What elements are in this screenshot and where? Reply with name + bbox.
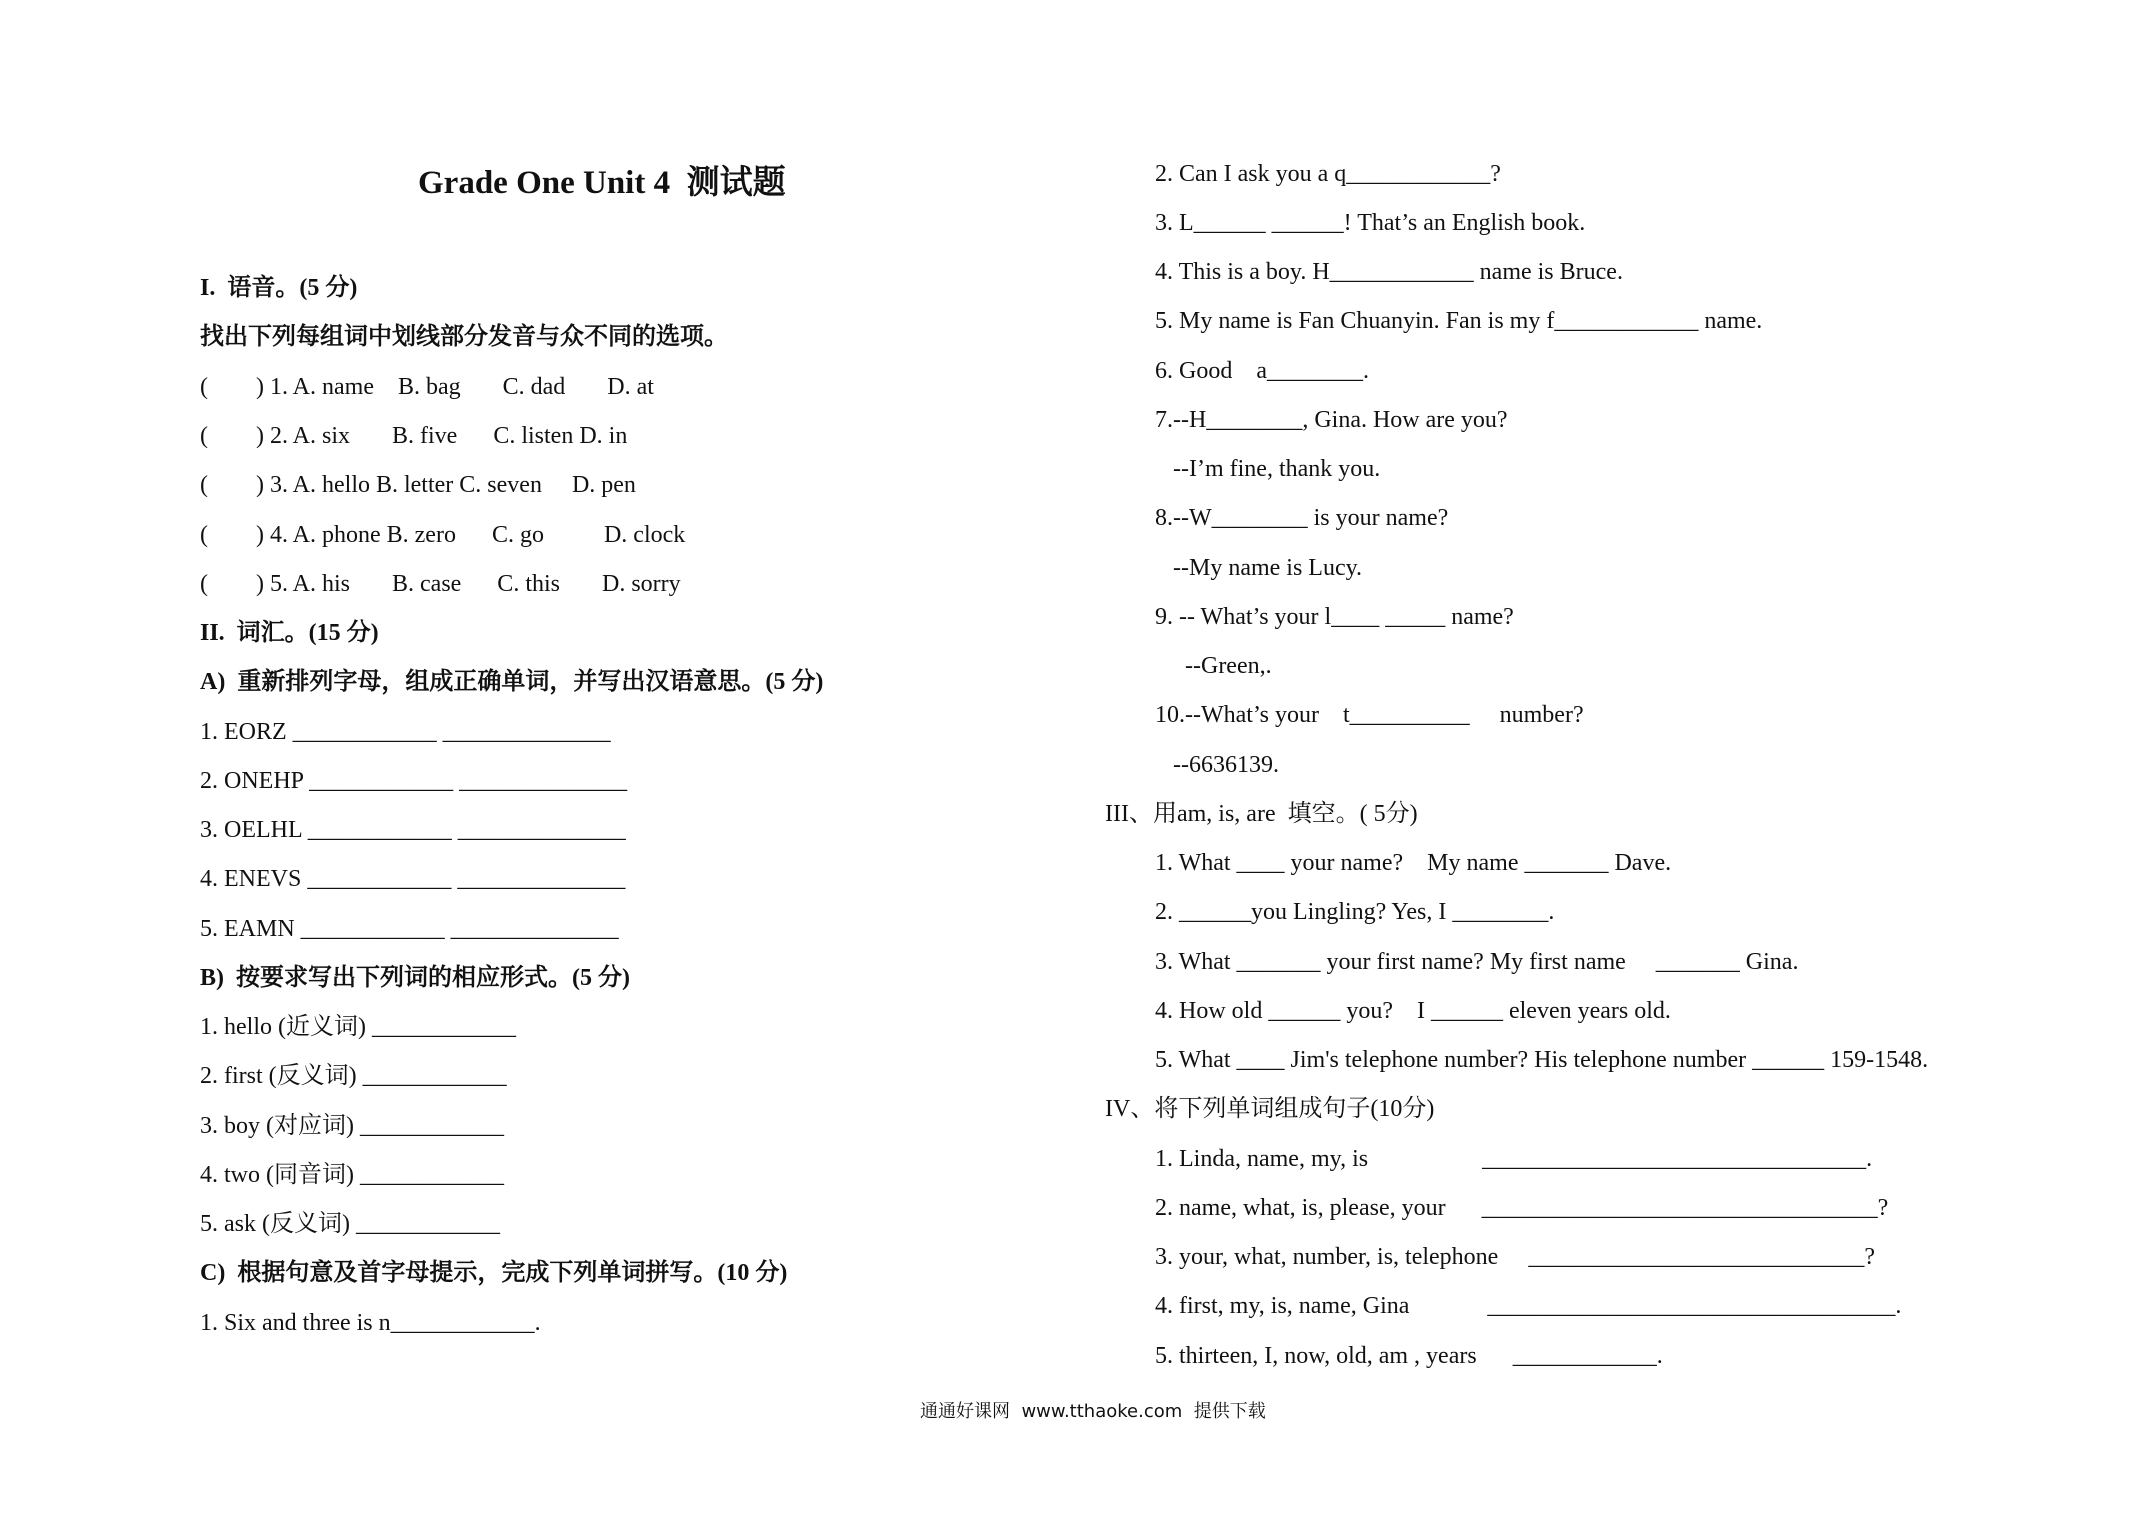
- sentence-item-4: 4. first, my, is, name, Gina __________________________________.: [1155, 1293, 1902, 1319]
- phonics-item-3: ( ) 3. A. hello B. letter C. seven D. pen: [200, 472, 636, 498]
- sentence-item-2: 2. name, what, is, please, your _________________________________?: [1155, 1195, 1889, 1221]
- sentence-item-5: 5. thirteen, I, now, old, am , years ____________.: [1155, 1343, 1663, 1369]
- footer-credit: 通通好课网 www.tthaoke.com 提供下载: [920, 1401, 1266, 1422]
- fill-in-item-3: 3. What _______ your first name? My first name _______ Gina.: [1155, 949, 1799, 975]
- unscramble-item-5: 5. EAMN ____________ ______________: [200, 916, 619, 942]
- word-form-item-5: 5. ask (反义词) ____________: [200, 1211, 500, 1237]
- unscramble-item-4: 4. ENEVS ____________ ______________: [200, 866, 626, 892]
- unscramble-item-3: 3. OELHL ____________ ______________: [200, 817, 626, 843]
- spelling-item-4: 4. This is a boy. H____________ name is Bruce.: [1155, 259, 1623, 285]
- worksheet-title: Grade One Unit 4 测试题: [418, 165, 786, 201]
- word-form-item-4: 4. two (同音词) ____________: [200, 1162, 504, 1188]
- fill-in-item-4: 4. How old ______ you? I ______ eleven years old.: [1155, 998, 1671, 1024]
- fill-in-item-2: 2. ______you Lingling? Yes, I ________.: [1155, 899, 1555, 925]
- spelling-item-10-reply: --6636139.: [1155, 752, 1279, 778]
- spelling-item-7: 7.--H________, Gina. How are you?: [1155, 407, 1508, 433]
- section-4-heading: IV、将下列单词组成句子(10分): [1105, 1096, 1435, 1122]
- section-3-heading: III、用am, is, are 填空。( 5分): [1105, 801, 1418, 827]
- phonics-item-4: ( ) 4. A. phone B. zero C. go D. clock: [200, 522, 686, 548]
- spelling-item-9: 9. -- What’s your l____ _____ name?: [1155, 604, 1514, 630]
- unscramble-item-2: 2. ONEHP ____________ ______________: [200, 768, 628, 794]
- spelling-item-1: 1. Six and three is n____________.: [200, 1310, 541, 1336]
- spelling-item-10: 10.--What’s your t__________ number?: [1155, 702, 1584, 728]
- phonics-item-1: ( ) 1. A. name B. bag C. dad D. at: [200, 374, 654, 400]
- phonics-item-5: ( ) 5. A. his B. case C. this D. sorry: [200, 571, 681, 597]
- spelling-item-5: 5. My name is Fan Chuanyin. Fan is my f____________ name.: [1155, 308, 1763, 334]
- fill-in-item-5: 5. What ____ Jim's telephone number? His telephone number ______ 159-1548.: [1155, 1047, 1929, 1073]
- fill-in-item-1: 1. What ____ your name? My name _______ Dave.: [1155, 850, 1672, 876]
- spelling-item-7-reply: --I’m fine, thank you.: [1155, 456, 1381, 482]
- section-1-heading: I. 语音。(5 分): [200, 275, 358, 301]
- sentence-item-3: 3. your, what, number, is, telephone ____________________________?: [1155, 1244, 1875, 1270]
- word-form-item-1: 1. hello (近义词) ____________: [200, 1014, 516, 1040]
- spelling-item-6: 6. Good a________.: [1155, 358, 1369, 384]
- spelling-item-9-reply: --Green,.: [1155, 653, 1272, 679]
- spelling-item-3: 3. L______ ______! That’s an English book.: [1155, 210, 1586, 236]
- section-2-heading: II. 词汇。(15 分): [200, 620, 379, 646]
- spelling-item-8: 8.--W________ is your name?: [1155, 505, 1449, 531]
- section-1-instruction: 找出下列每组词中划线部分发音与众不同的选项。: [200, 324, 728, 350]
- sentence-item-1: 1. Linda, name, my, is ________________________________.: [1155, 1146, 1873, 1172]
- right-column: [1075, 0, 2150, 1518]
- spelling-item-2: 2. Can I ask you a q____________?: [1155, 161, 1501, 187]
- part-c-heading: C) 根据句意及首字母提示，完成下列单词拼写。(10 分): [200, 1260, 788, 1286]
- unscramble-item-1: 1. EORZ ____________ ______________: [200, 719, 611, 745]
- part-a-heading: A) 重新排列字母，组成正确单词，并写出汉语意思。(5 分): [200, 669, 824, 695]
- spelling-item-8-reply: --My name is Lucy.: [1155, 555, 1363, 581]
- phonics-item-2: ( ) 2. A. six B. five C. listen D. in: [200, 423, 628, 449]
- word-form-item-3: 3. boy (对应词) ____________: [200, 1113, 504, 1139]
- part-b-heading: B) 按要求写出下列词的相应形式。(5 分): [200, 965, 630, 991]
- word-form-item-2: 2. first (反义词) ____________: [200, 1063, 507, 1089]
